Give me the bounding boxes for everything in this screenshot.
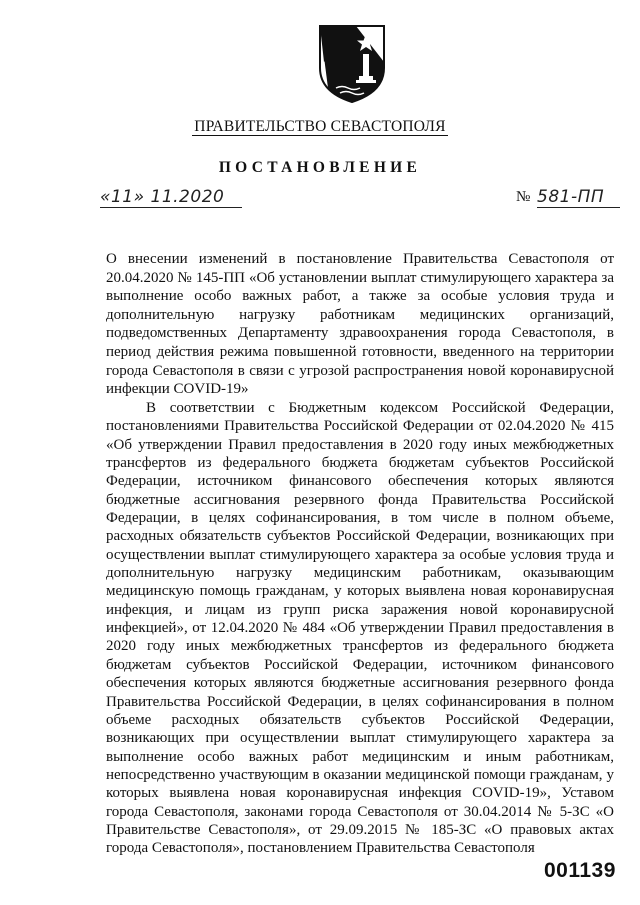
government-name-text: ПРАВИТЕЛЬСТВО СЕВАСТОПОЛЯ <box>194 118 446 135</box>
document-date-value: «11» 11.2020 <box>100 187 225 207</box>
document-subject: О внесении изменений в постановление Правительства Севастополя от 20.04.2020 № 145-ПП «Об установлении выплат стимулирующего характера за выполнение особо важных работ, а также за особые условия труда и дополнительную нагрузку работникам медицинских организаций, подведомственных Департаменту здравоохранения города Севастополя, в период действия режима повышенной готовности, введенного на территории города Севастополя в связи с угрозой распространения новой коронавирусной инфекции COVID-19» <box>106 251 614 398</box>
document-serial-number: 001139 <box>544 859 616 882</box>
number-sign: № <box>516 189 531 205</box>
date-underline <box>100 207 242 208</box>
document-type-title: ПОСТАНОВЛЕНИЕ <box>218 159 422 176</box>
document-number <box>516 187 620 209</box>
government-name <box>0 118 640 136</box>
document-body-paragraph: В соответствии с Бюджетным кодексом Российской Федерации, постановлениями Правительства Российской Федерации от 02.04.2020 № 415 «Об утверждении Правил предоставления в 2020 году иных межбюджетных трансфертов из федерального бюджета бюджетам субъектов Российской Федерации, источником финансового обеспечения которых являются бюджетные ассигнования резервного фонда Правительства Российской Федерации, в целях софинансирования, в том числе в полном объеме, расходных обязательств субъектов Российской Федерации, возникающих при осуществлении выплат стимулирующего характера за особые условия труда и дополнительную нагрузку медицинским работникам, оказывающим медицинскую помощь гражданам, у которых выявлена новая коронавирусная инфекция, и лицам из групп риска заражения новой коронавирусной инфекцией», от 12.04.2020 № 484 «Об утверждении Правил предоставления в 2020 году иных межбюджетных трансфертов из федерального бюджета бюджетам субъектов Российской Федерации, источником финансового обеспечения которых являются бюджетные ассигнования резервного фонда Правительства Российской Федерации, в целях софинансирования в полном объеме расходных обязательств субъектов Российской Федерации, возникающих при осуществлении выплат стимулирующего характера за выполнение особо важных работ медицинским и иным работникам, непосредственно участвующим в оказании медицинской помощи гражданам, у которых выявлена новая коронавирусная инфекция COVID-19», Уставом города Севастополя, законами города Севастополя от 30.04.2014 № 5-ЗС «О Правительстве Севастополя», от 29.09.2015 № 185-ЗС «О правовых актах города Севастополя», постановлением Правительства Севастополя <box>106 400 614 857</box>
document-date <box>100 187 250 209</box>
document-number-value: 581-ПП <box>537 187 605 207</box>
number-underline <box>537 207 620 208</box>
sevastopol-coat-of-arms-icon <box>316 22 388 104</box>
